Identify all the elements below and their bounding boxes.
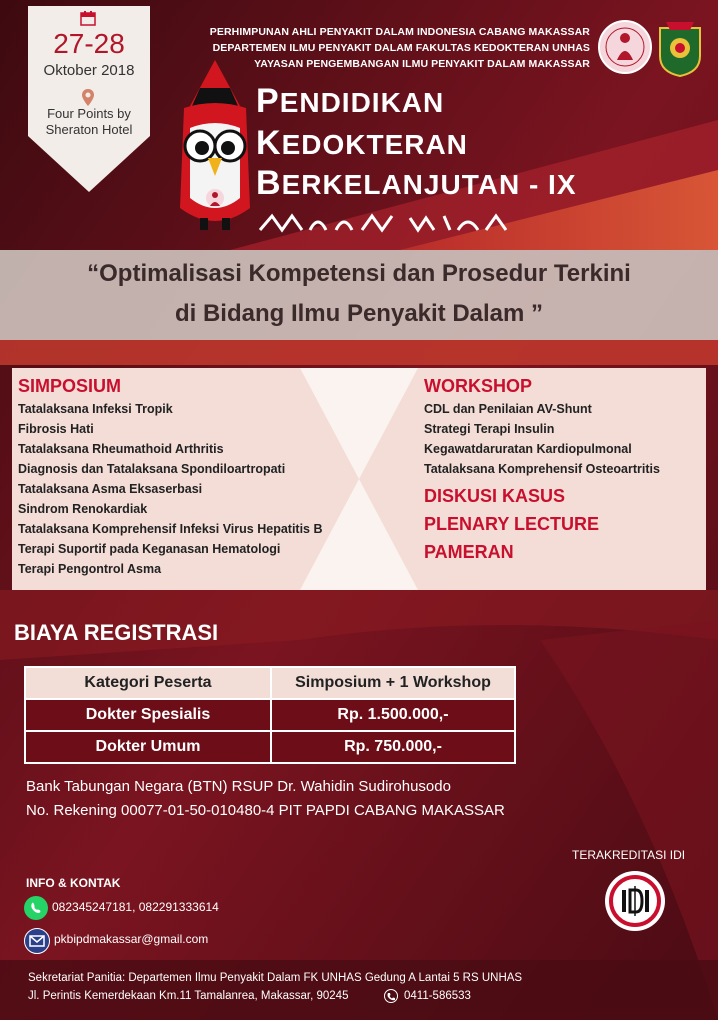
hourglass-divider <box>300 368 418 590</box>
idi-logo <box>604 870 666 932</box>
unhas-logo <box>656 18 704 78</box>
contact-phones: 082345247181, 082291333614 <box>52 900 219 914</box>
footer-address: Jl. Perintis Kemerdekaan Km.11 Tamalanrea, Makassar, 90245 <box>28 990 349 1002</box>
event-venue: Four Points by Sheraton Hotel <box>45 106 133 137</box>
contact-email[interactable]: pkbipdmakassar@gmail.com <box>54 932 209 946</box>
table-row <box>25 731 515 763</box>
owl-mascot <box>170 58 260 234</box>
workshop-item: CDL dan Penilaian AV-Shunt <box>424 402 592 416</box>
workshop-item: Kegawatdaruratan Kardiopulmonal <box>424 442 632 456</box>
simposium-item: Diagnosis dan Tatalaksana Spondiloartropati <box>18 462 286 476</box>
session-heading-pameran: PAMERAN <box>424 542 514 562</box>
simposium-item: Terapi Suportif pada Keganasan Hematologi <box>18 542 281 556</box>
table-row <box>25 699 515 731</box>
lontara-script-ornament <box>258 210 508 236</box>
organizer-line-3: YAYASAN PENGEMBANGAN ILMU PENYAKIT DALAM MAKASSAR <box>254 58 590 70</box>
organizer-line-1: PERHIMPUNAN AHLI PENYAKIT DALAM INDONESIA CABANG MAKASSAR <box>209 26 590 38</box>
accreditation-label: TERAKREDITASI IDI <box>572 848 686 862</box>
session-heading-diskusi: DISKUSI KASUS <box>424 486 566 506</box>
simposium-item: Tatalaksana Komprehensif Infeksi Virus Hepatitis B <box>18 522 323 536</box>
table-header-cell: Kategori Peserta <box>25 667 271 699</box>
table-cell: Dokter Spesialis <box>25 699 271 731</box>
workshop-item: Strategi Terapi Insulin <box>424 422 555 436</box>
title-line-1: PENDIDIKAN <box>256 82 445 120</box>
simposium-item: Terapi Pengontrol Asma <box>18 562 162 576</box>
registration-heading: BIAYA REGISTRASI <box>14 620 219 645</box>
simposium-heading: SIMPOSIUM <box>18 376 122 396</box>
simposium-item: Tatalaksana Rheumathoid Arthritis <box>18 442 224 456</box>
phone-icon <box>384 989 398 1003</box>
location-pin-icon <box>78 88 98 108</box>
bank-name: Bank Tabungan Negara (BTN) RSUP Dr. Wahidin Sudirohusodo <box>26 778 451 795</box>
title-line-3: BERKELANJUTAN - IX <box>256 164 577 202</box>
simposium-item: Sindrom Renokardiak <box>18 502 148 516</box>
table-header-cell: Simposium + 1 Workshop <box>271 667 515 699</box>
whatsapp-icon <box>24 896 48 920</box>
calendar-icon <box>80 10 96 26</box>
papdi-logo <box>598 20 652 74</box>
footer-phone: 0411-586533 <box>404 990 471 1002</box>
simposium-item: Tatalaksana Infeksi Tropik <box>18 402 173 416</box>
event-date-range: 27-28 <box>53 28 125 59</box>
table-cell: Rp. 1.500.000,- <box>271 699 515 731</box>
title-line-2: KEDOKTERAN <box>256 124 468 162</box>
simposium-item: Fibrosis Hati <box>18 422 94 436</box>
table-header-row <box>25 667 515 699</box>
contact-heading: INFO & KONTAK <box>26 876 121 890</box>
email-icon <box>24 928 50 954</box>
simposium-item: Tatalaksana Asma Eksaserbasi <box>18 482 203 496</box>
session-heading-plenary: PLENARY LECTURE <box>424 514 600 534</box>
theme-line-1: “Optimalisasi Kompetensi dan Prosedur Terkini <box>87 260 631 287</box>
bank-account: No. Rekening 00077-01-50-010480-4 PIT PAPDI CABANG MAKASSAR <box>26 802 505 819</box>
table-cell: Rp. 750.000,- <box>271 731 515 763</box>
table-cell: Dokter Umum <box>25 731 271 763</box>
organizer-line-2: DEPARTEMEN ILMU PENYAKIT DALAM FAKULTAS KEDOKTERAN UNHAS <box>212 42 590 54</box>
event-date-month: Oktober 2018 <box>43 62 135 79</box>
footer-secretariat: Sekretariat Panitia: Departemen Ilmu Penyakit Dalam FK UNHAS Gedung A Lantai 5 RS UNHAS <box>28 972 523 984</box>
theme-line-2: di Bidang Ilmu Penyakit Dalam ” <box>174 300 544 327</box>
registration-table <box>24 666 516 764</box>
workshop-heading: WORKSHOP <box>424 376 532 396</box>
workshop-item: Tatalaksana Komprehensif Osteoartritis <box>424 462 660 476</box>
